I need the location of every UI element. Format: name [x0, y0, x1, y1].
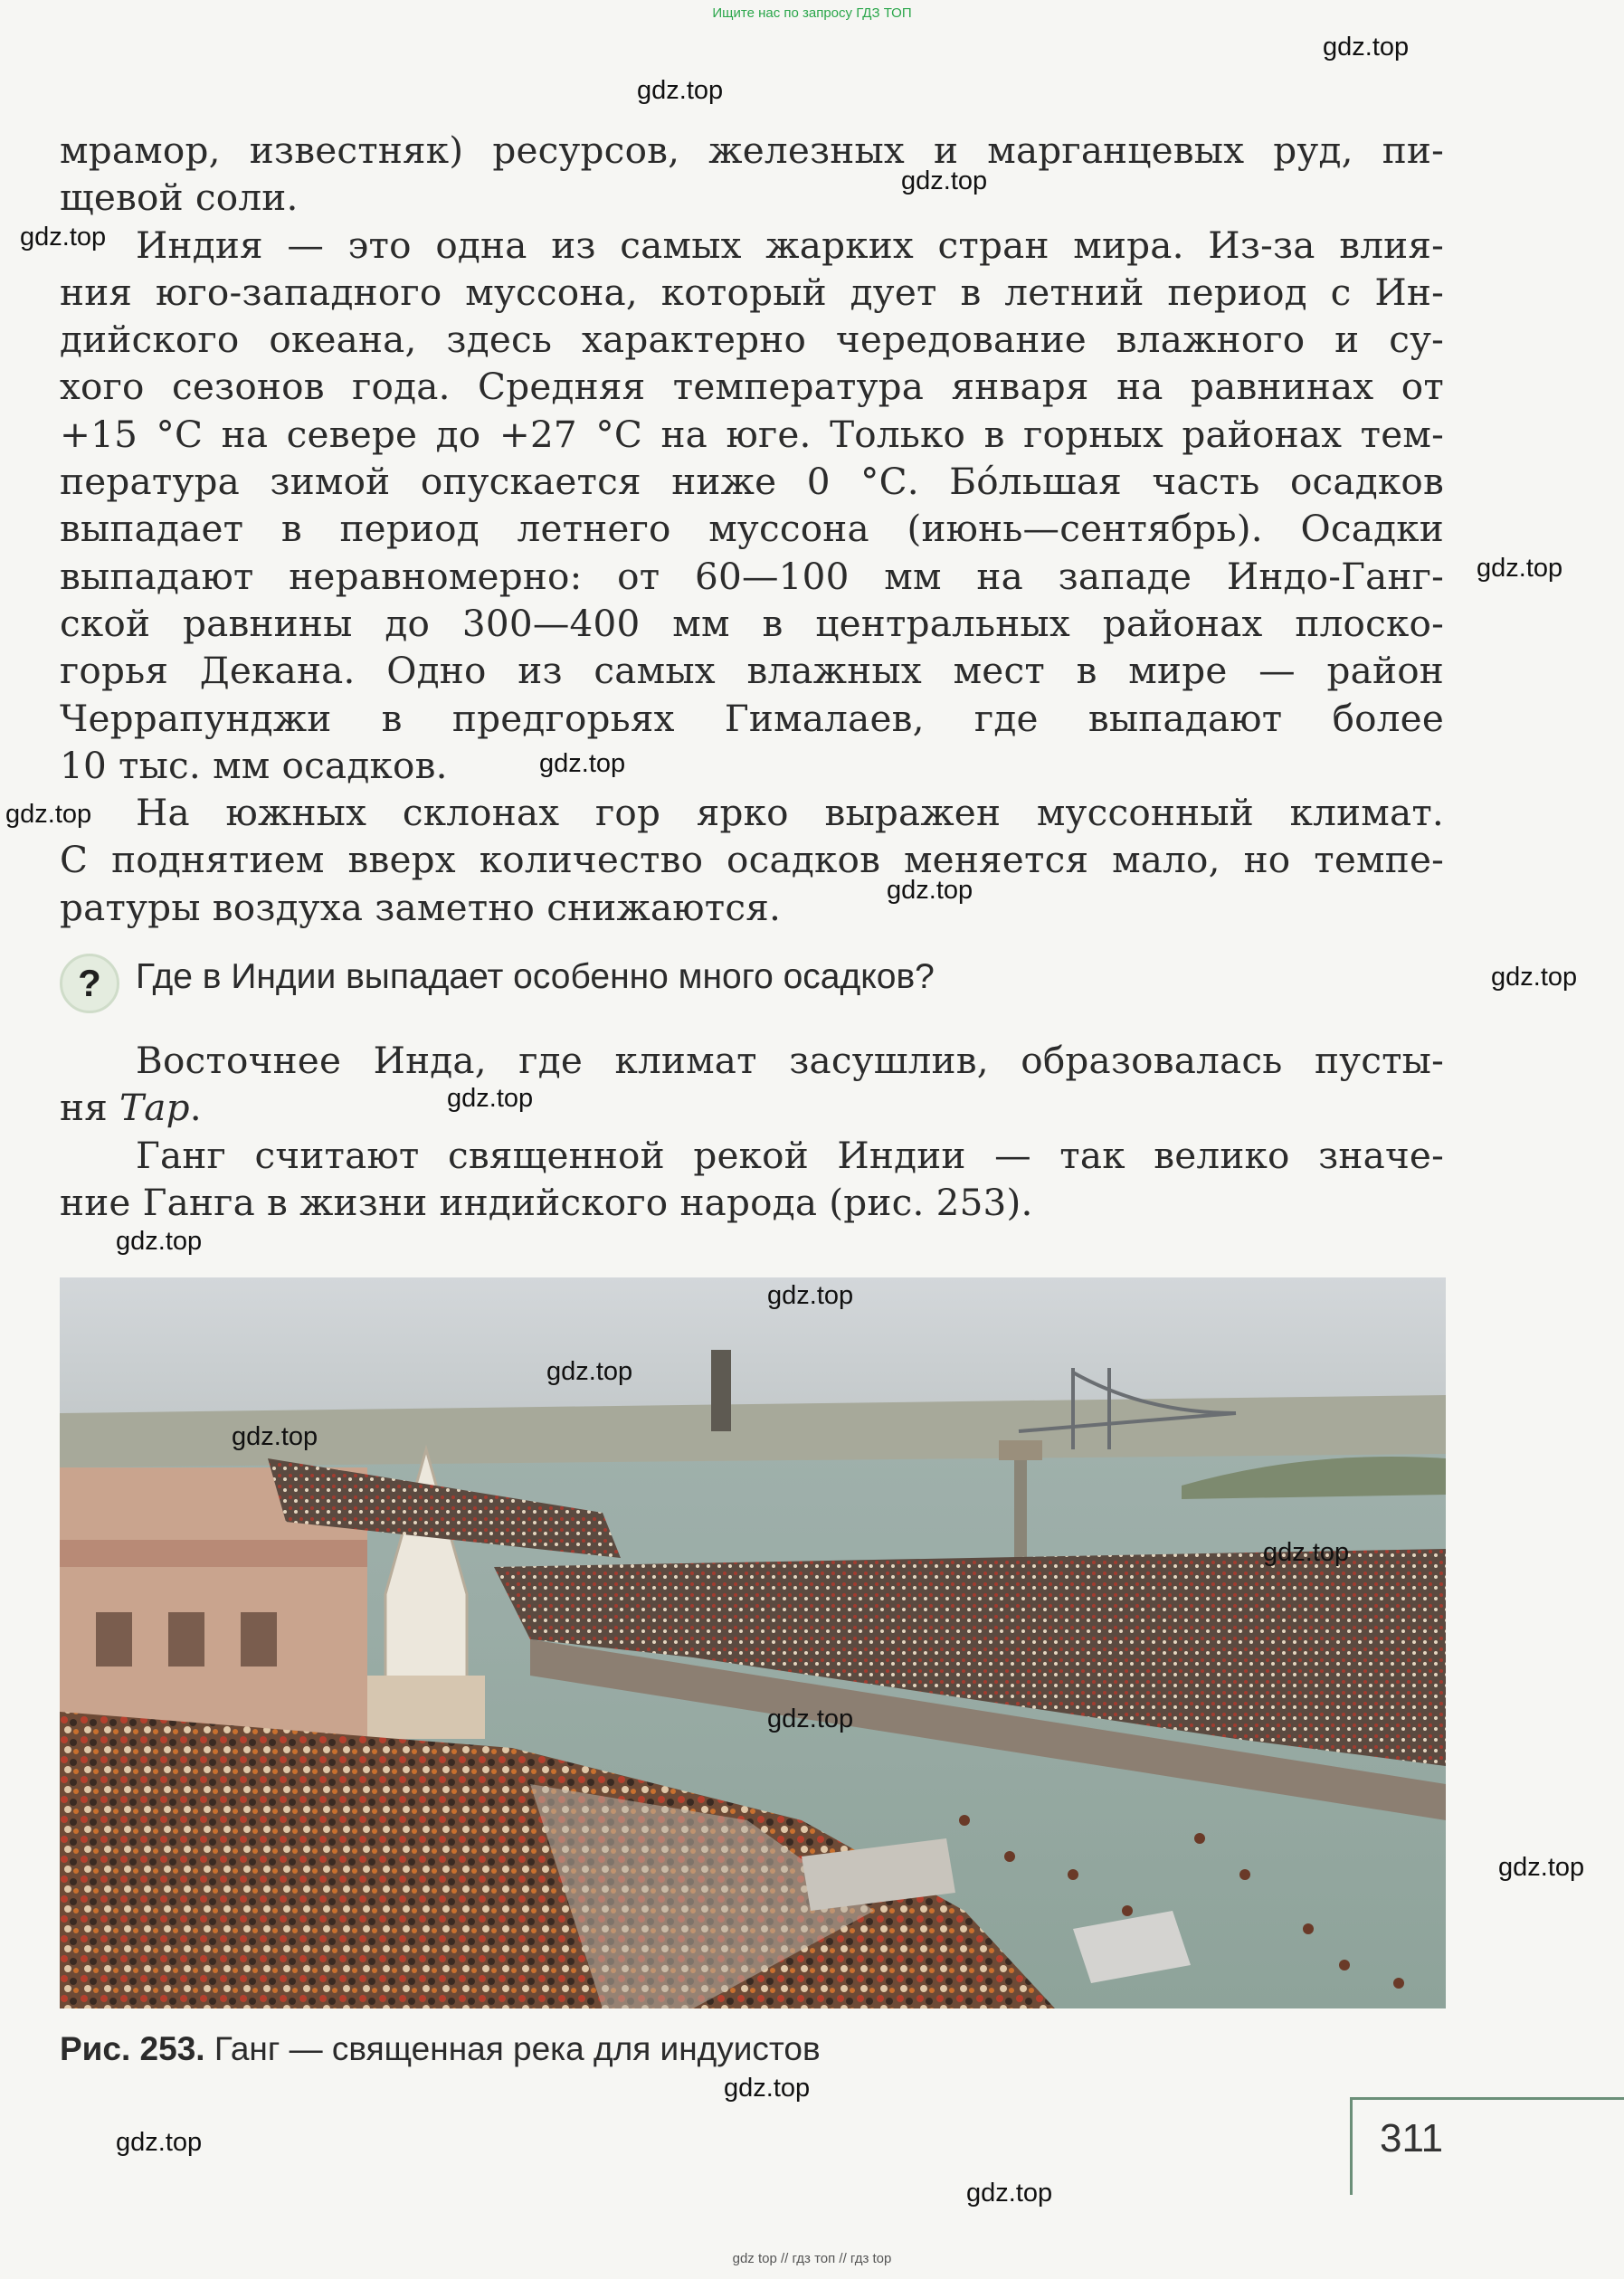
watermark: gdz.top	[116, 1227, 203, 1256]
tower-top	[999, 1440, 1042, 1460]
question-block	[60, 948, 1444, 1019]
window	[96, 1612, 132, 1667]
text-line: +15 °С на севере до +27 °С на юге. Только в горных районах тем-	[60, 412, 1444, 456]
question-text: Где в Индии выпадает особенно много осадков?	[136, 957, 935, 996]
body-text-2	[60, 1037, 1444, 1226]
watermark: gdz.top	[5, 800, 92, 829]
text-line: На южных склонах гор ярко выражен муссонный климат.	[136, 791, 1444, 835]
watermark: gdz.top	[1323, 33, 1410, 62]
ganges-illustration	[60, 1277, 1446, 2008]
clock-tower	[1014, 1449, 1027, 1567]
text-line: ния юго-западного муссона, который дует в летний период с Ин-	[60, 270, 1444, 314]
body-text	[60, 127, 1444, 931]
text-line: дийского океана, здесь характерно чередование влажного и су-	[60, 318, 1444, 362]
top-banner: Ищите нас по запросу ГДЗ ТОП	[712, 5, 912, 21]
page-number: 311	[1380, 2116, 1444, 2160]
text-line	[60, 1084, 1444, 1131]
watermark: gdz.top	[447, 1084, 534, 1113]
text-line: щевой соли.	[60, 176, 299, 220]
statue	[711, 1350, 731, 1431]
desert-name: Тар	[119, 1086, 190, 1130]
temple-base	[367, 1676, 485, 1739]
text-line: 10 тыс. мм осадков.	[60, 743, 448, 787]
figure-caption-text: Ганг — священная река для индуистов	[204, 2030, 821, 2067]
window	[168, 1612, 204, 1667]
question-icon	[60, 954, 119, 1013]
text-line: ратуры воздуха заметно снижаются.	[60, 885, 782, 929]
watermark: gdz.top	[546, 1357, 633, 1386]
watermark: gdz.top	[767, 1281, 854, 1310]
text-line: ние Ганга в жизни индийского народа (рис. 253).	[60, 1180, 1033, 1224]
text-line: хого сезонов года. Средняя температура января на равнинах от	[60, 365, 1444, 409]
text-line: горья Декана. Одно из самых влажных мест в мире — район	[60, 649, 1444, 693]
text-fragment: .	[189, 1086, 202, 1130]
figure-caption	[60, 2030, 821, 2068]
ganges-photo	[60, 1277, 1446, 2008]
text-line: Ганг считают священной рекой Индии — так велико значе-	[136, 1133, 1444, 1177]
watermark: gdz.top	[901, 166, 988, 195]
watermark: gdz.top	[724, 2074, 811, 2103]
watermark: gdz.top	[1263, 1538, 1350, 1567]
bottom-banner: gdz top // гдз топ // гдз top	[732, 2251, 892, 2266]
watermark: gdz.top	[539, 749, 626, 778]
watermark: gdz.top	[966, 2179, 1053, 2208]
text-line: Индия — это одна из самых жарких стран мира. Из-за влия-	[136, 223, 1444, 267]
watermark: gdz.top	[637, 76, 724, 105]
watermark: gdz.top	[232, 1422, 318, 1451]
watermark: gdz.top	[116, 2128, 203, 2157]
text-line: С поднятием вверх количество осадков меняется мало, но темпе-	[60, 838, 1444, 882]
watermark: gdz.top	[887, 876, 973, 905]
window	[241, 1612, 277, 1667]
watermark: gdz.top	[767, 1705, 854, 1733]
text-line: выпадает в период летнего муссона (июнь—сентябрь). Осадки	[60, 507, 1444, 551]
figure-label: Рис. 253.	[60, 2030, 205, 2067]
building-band	[60, 1540, 367, 1567]
page-number-box	[1350, 2097, 1624, 2195]
watermark: gdz.top	[1498, 1853, 1585, 1882]
text-line: пература зимой опускается ниже 0 °С. Бóльшая часть осадков	[60, 460, 1444, 504]
text-fragment: ня	[60, 1086, 120, 1130]
watermark: gdz.top	[1477, 554, 1563, 583]
watermark: gdz.top	[20, 223, 107, 252]
watermark: gdz.top	[1491, 963, 1578, 992]
text-line: ской равнины до 300—400 мм в центральных районах плоско-	[60, 601, 1444, 645]
question-mark: ?	[78, 962, 101, 1004]
text-line: Черрапунджи в предгорьях Гималаев, где выпадают более	[60, 696, 1444, 740]
text-line: выпадают неравномерно: от 60—100 мм на западе Индо-Ганг-	[60, 554, 1444, 598]
text-line: Восточнее Инда, где климат засушлив, образовалась пусты-	[136, 1039, 1444, 1082]
text-line: мрамор, известняк) ресурсов, железных и марганцевых руд, пи-	[60, 128, 1444, 172]
